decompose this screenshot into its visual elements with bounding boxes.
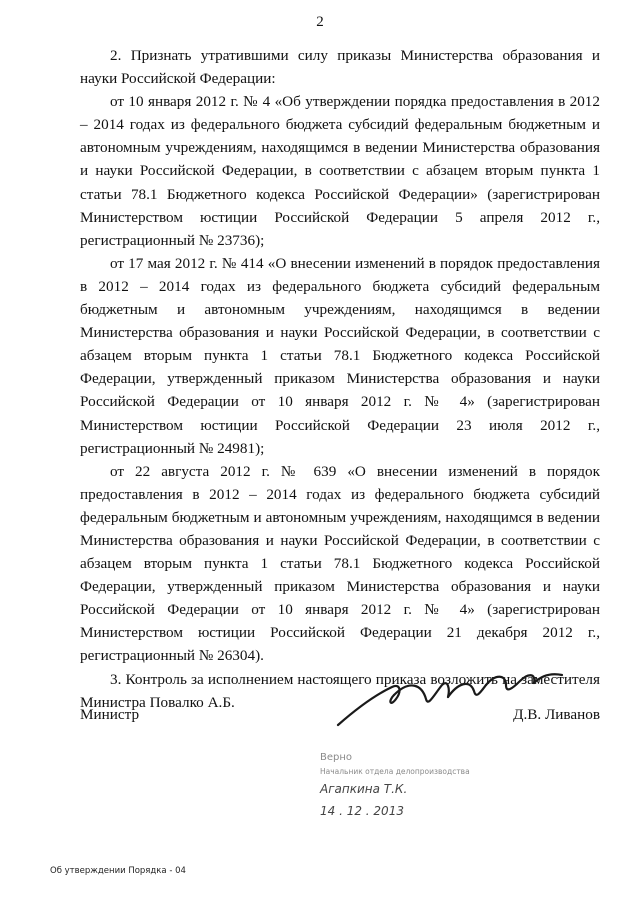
document-body — [80, 44, 600, 714]
paragraph-item-3: 3. Контроль за исполнением настоящего приказа возложить на заместителя Министра Повалко А.Б. — [80, 670, 600, 711]
paragraph-order-17-may: от 17 мая 2012 г. № 414 «О внесении изменений в порядок предоставления в 2012 – 2014 годах из федерального бюджета субсидий федеральным бюджетным и автономным учреждениям, находящимся в ведении Министерства образования и науки Российской Федерации, в соответствии с абзацем вторым пункта 1 статьи 78.1 Бюджетного кодекса Российской Федерации, утвержденный приказом Министерства образования и науки Российской Федерации от 10 января 2012 г. № 4» (зарегистрирован Министерством юстиции Российской Федерации 23 июля 2012 г., регистрационный № 24981); — [80, 254, 600, 457]
signatory-title: Министр — [80, 706, 140, 723]
paragraph-order-10-january: от 10 января 2012 г. № 4 «Об утверждении порядка предоставления в 2012 – 2014 годах из федерального бюджета субсидий федеральным бюджетным и автономным учреждениям, находящимся в ведении Министерства образования и науки Российской Федерации, в соответствии с абзацем вторым пункта 1 статьи 78.1 Бюджетного кодекса Российской Федерации» (зарегистрирован Министерством юстиции Российской Федерации 5 апреля 2012 г., регистрационный № 23736); — [80, 93, 600, 249]
stamp-department-label: Начальник отдела делопроизводства — [320, 767, 470, 776]
certification-stamp — [320, 752, 520, 832]
paragraph-item-2: 2. Признать утратившими силу приказы Министерства образования и науки Российской Федерации: — [80, 47, 600, 88]
stamp-date: 14 . 12 . 2013 — [320, 804, 404, 818]
stamp-officer-name: Агапкина Т.К. — [320, 782, 408, 796]
signatory-name: Д.В. Ливанов — [513, 706, 600, 723]
stamp-certified-label: Верно — [320, 752, 353, 763]
page-number: 2 — [316, 14, 324, 30]
footer-document-code: Об утверждении Порядка - 04 — [50, 866, 186, 876]
paragraph-order-22-august: от 22 августа 2012 г. № 639 «О внесении изменений в порядок предоставления в 2012 – 2014 годах из федерального бюджета субсидий федеральным бюджетным и автономным учреждениям, находящимся в ведении Министерства образования и науки Российской Федерации, в соответствии с абзацем вторым пункта 1 статьи 78.1 Бюджетного кодекса Российской Федерации, утвержденный приказом Министерства образования и науки Российской Федерации от 10 января 2012 г. № 4» (зарегистрирован Министерством юстиции Российской Федерации 21 декабря 2012 г., регистрационный № 26304). — [80, 462, 600, 665]
